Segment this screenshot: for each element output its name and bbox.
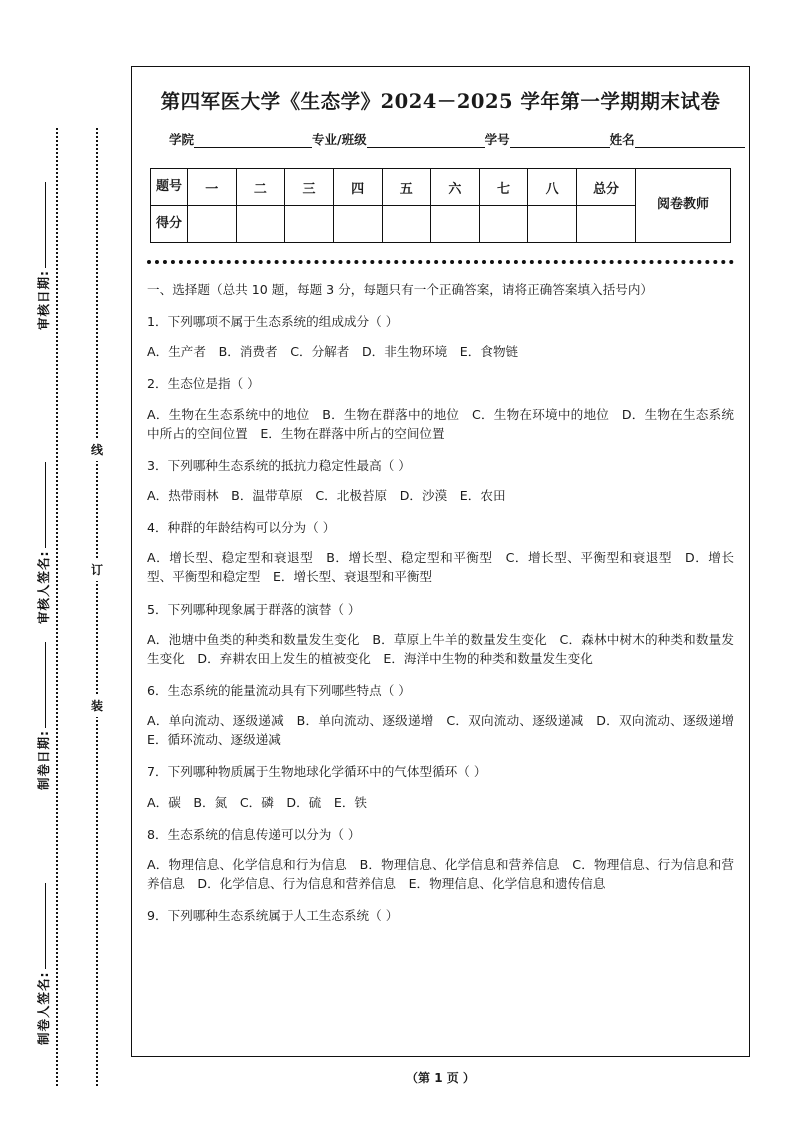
score-cell-7[interactable]: [479, 206, 528, 243]
binding-char-bind: 订: [88, 558, 106, 581]
binding-char-line: 线: [88, 438, 106, 461]
question-stem-7: 7．下列哪种物质属于生物地球化学循环中的气体型循环（ ）: [147, 764, 487, 780]
question-options-4: A．增长型、稳定型和衰退型 B．增长型、稳定型和平衡型 C．增长型、平衡型和衰退型 D．增长型、平衡型和稳定型 E．增长型、衰退型和平衡型: [147, 550, 734, 585]
question-stem-4: 4．种群的年龄结构可以分为（ ）: [147, 520, 336, 536]
major-class-field[interactable]: [312, 130, 485, 148]
question-stem-9: 9．下列哪种生态系统属于人工生态系统（ ）: [147, 908, 399, 924]
review-date-rule: [45, 182, 46, 268]
score-cell-3[interactable]: [285, 206, 334, 243]
student-id-input-blank[interactable]: [510, 134, 610, 148]
score-cell-8[interactable]: [528, 206, 577, 243]
student-name-input-blank[interactable]: [635, 134, 745, 148]
paper-date-label: [34, 642, 52, 790]
binding-dotted-line-outer: [56, 128, 58, 1086]
review-date-text: 审核日期:: [36, 270, 51, 330]
page-title: 第四军医大学《生态学》2024－2025 学年第一学期期末试卷: [160, 90, 721, 113]
question-stem-6: 6．生态系统的能量流动具有下列哪些特点（ ）: [147, 682, 411, 698]
col-header-7: 七: [479, 169, 528, 206]
exam-paper-frame: [131, 66, 750, 1057]
paper-maker-signature-rule: [45, 884, 46, 970]
score-cell-2[interactable]: [236, 206, 285, 243]
score-cell-5[interactable]: [382, 206, 431, 243]
col-header-3: 三: [285, 169, 334, 206]
binding-dotted-line-inner: [96, 128, 98, 1086]
college-label: 学院: [169, 132, 195, 147]
reviewer-signature-label: [34, 463, 52, 625]
page-footer: [131, 1069, 750, 1086]
col-header-2: 二: [236, 169, 285, 206]
score-cell-total[interactable]: [577, 206, 636, 243]
major-class-input-blank[interactable]: [367, 134, 485, 148]
col-header-4: 四: [333, 169, 382, 206]
col-header-grader: 阅卷教师: [636, 169, 731, 243]
col-header-total: 总分: [577, 169, 636, 206]
question-stem-2: 2．生态位是指（ ）: [147, 376, 260, 392]
dotted-separator: [147, 260, 734, 264]
question-stem-5: 5．下列哪种现象属于群落的演替（ ）: [147, 601, 361, 617]
question-stem-1: 1．下列哪项不属于生态系统的组成成分（ ）: [147, 314, 399, 330]
paper-maker-signature-text: 制卷人签名:: [36, 971, 51, 1045]
binding-margin: [0, 0, 122, 1122]
student-identity-row: [145, 130, 736, 148]
score-cell-6[interactable]: [431, 206, 480, 243]
table-row-question-numbers: [151, 169, 731, 206]
question-options-8: A．物理信息、化学信息和行为信息 B．物理信息、化学信息和营养信息 C．物理信息、行为信息和营养信息 D．化学信息、行为信息和营养信息 E．物理信息、化学信息和遗传信息: [147, 856, 734, 891]
major-class-label: 专业/班级: [312, 132, 367, 147]
question-options-5: A．池塘中鱼类的种类和数量发生变化 B．草原上牛羊的数量发生变化 C．森林中树木的种类和数量发生变化 D．弃耕农田上发生的植被变化 E．海洋中生物的种类和数量发生变化: [147, 631, 734, 666]
question-body: [145, 280, 747, 925]
question-options-7: A．碳 B．氮 C．磷 D．硫 E．铁: [147, 794, 368, 810]
question-options-3: A．热带雨林 B．温带草原 C．北极苔原 D．沙漠 E．农田: [147, 487, 506, 503]
student-id-label: 学号: [484, 132, 510, 147]
score-cell-4[interactable]: [333, 206, 382, 243]
question-stem-3: 3．下列哪种生态系统的抵抗力稳定性最高（ ）: [147, 457, 411, 473]
col-header-6: 六: [431, 169, 480, 206]
college-field[interactable]: [169, 130, 312, 148]
college-input-blank[interactable]: [194, 134, 312, 148]
review-date-label: [34, 182, 52, 330]
col-header-1: 一: [188, 169, 237, 206]
page-number-label: （第 1 页 ）: [406, 1071, 475, 1085]
score-cell-1[interactable]: [188, 206, 237, 243]
student-name-label: 姓名: [609, 132, 635, 147]
question-options-1: A．生产者 B．消费者 C．分解者 D．非生物环境 E．食物链: [147, 344, 519, 360]
question-stem-8: 8．生态系统的信息传递可以分为（ ）: [147, 826, 361, 842]
binding-char-pack: 装: [88, 694, 106, 717]
col-header-5: 五: [382, 169, 431, 206]
student-name-field[interactable]: [610, 130, 745, 148]
row-header-question-no: 题号: [151, 169, 188, 206]
question-options-6: A．单向流动、逐级递减 B．单向流动、逐级递增 C．双向流动、逐级递减 D．双向流动、逐级递增 E．循环流动、逐级递减: [147, 713, 747, 748]
paper-maker-signature-label: [34, 884, 52, 1046]
paper-date-rule: [45, 642, 46, 728]
col-header-8: 八: [528, 169, 577, 206]
section-heading: 一、选择题（总共 10 题，每题 3 分，每题只有一个正确答案，请将正确答案填入括号内）: [147, 282, 654, 297]
score-table: [150, 168, 731, 243]
paper-date-text: 制卷日期:: [36, 730, 51, 790]
row-header-score: 得分: [151, 206, 188, 243]
student-id-field[interactable]: [485, 130, 610, 148]
reviewer-signature-rule: [45, 463, 46, 549]
question-options-2: A．生物在生态系统中的地位 B．生物在群落中的地位 C．生物在环境中的地位 D．生物在生态系统中所占的空间位置 E．生物在群落中所占的空间位置: [147, 406, 734, 441]
reviewer-signature-text: 审核人签名:: [36, 550, 51, 624]
